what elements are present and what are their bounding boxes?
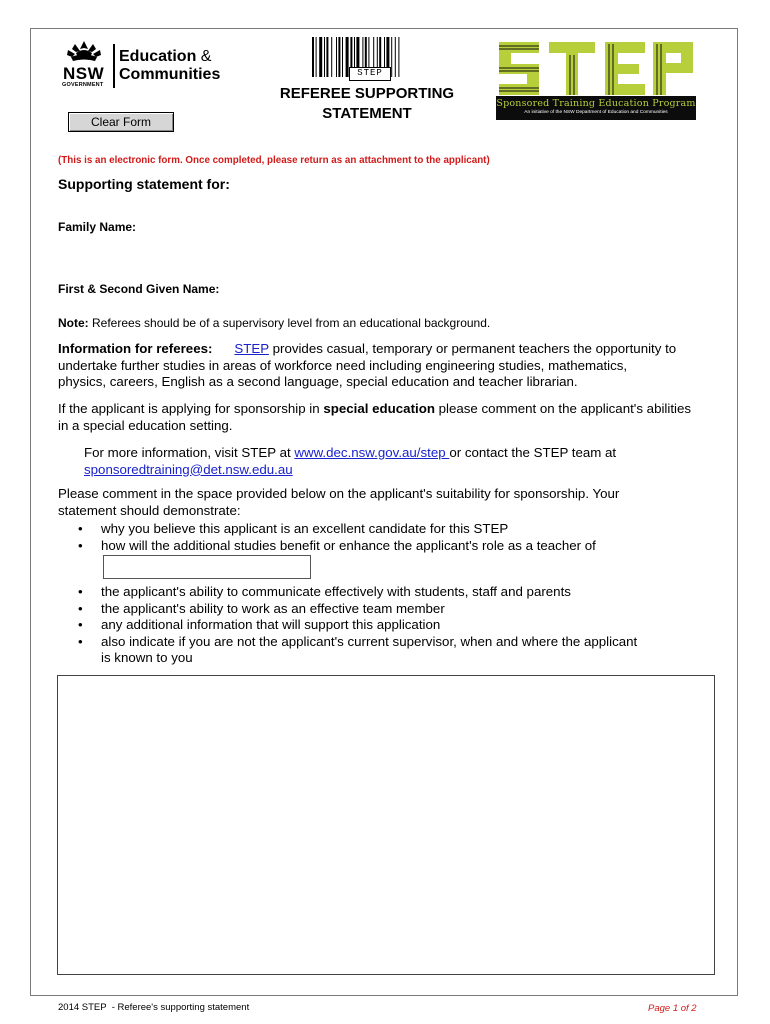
contact-pre: For more information, visit STEP at xyxy=(84,445,295,460)
electronic-form-notice: (This is an electronic form. Once completed, please return as an attachment to the applicant) xyxy=(58,155,490,166)
step-program-band xyxy=(496,96,696,120)
bullet-icon: • xyxy=(78,584,83,599)
barcode-bar xyxy=(319,37,322,77)
instructions xyxy=(58,486,619,519)
list-item: • the applicant's ability to communicate effectively with students, staff and parents xyxy=(78,584,571,599)
special-ed-line-2: in a special education setting. xyxy=(58,417,233,433)
logo-divider xyxy=(113,44,115,88)
nsw-wordmark: NSW xyxy=(63,64,105,83)
barcode-bar xyxy=(391,37,392,77)
special-education-paragraph xyxy=(58,401,691,434)
list-item: is known to you xyxy=(101,650,193,666)
note-text: Referees should be of a supervisory level from an educational background. xyxy=(88,316,491,330)
list-item: • any additional information that will support this application xyxy=(78,617,441,633)
barcode-bar xyxy=(338,37,340,77)
note-label: Note: xyxy=(58,316,89,330)
bullet-icon: • xyxy=(78,521,83,536)
teacher-of-field[interactable] xyxy=(103,555,311,579)
department-name xyxy=(119,48,220,84)
footer-title: 2014 STEP - Referee's supporting statement xyxy=(58,1002,250,1013)
info-line-2: undertake further studies in areas of workforce need including engineering studies, mathematics, xyxy=(58,357,628,373)
info-line-1: provides casual, temporary or permanent teachers the opportunity to xyxy=(268,341,677,356)
instructions-line-2: statement should demonstrate: xyxy=(58,502,241,518)
barcode-bar xyxy=(331,37,332,77)
step-program-logo xyxy=(493,40,699,122)
special-ed-pre: If the applicant is applying for sponsorship in xyxy=(58,401,324,416)
referee-note xyxy=(58,316,490,330)
nsw-government-logo xyxy=(61,40,231,92)
bullet-icon: • xyxy=(78,633,83,649)
clear-form-button[interactable]: Clear Form xyxy=(68,112,174,132)
barcode-label: STEP xyxy=(349,67,391,81)
barcode-bar xyxy=(326,37,328,77)
dept-line-1: Education xyxy=(119,48,197,65)
barcode-bar xyxy=(395,37,396,77)
barcode-bar xyxy=(316,37,317,77)
given-name-label: First & Second Given Name: xyxy=(58,282,220,296)
info-line-3: physics, careers, English as a second language, special education and teacher librarian. xyxy=(58,374,578,390)
barcode-bar xyxy=(398,37,399,77)
list-item: • also indicate if you are not the applicant's current supervisor, when and where the applicant xyxy=(78,633,638,649)
list-item: • the applicant's ability to work as an effective team member xyxy=(78,600,445,616)
barcode-bar xyxy=(342,37,343,77)
special-ed-bold: special education xyxy=(323,401,435,416)
form-title-line-2: STATEMENT xyxy=(322,105,412,122)
referee-information xyxy=(58,341,676,391)
step-program-name: Sponsored Training Education Program xyxy=(496,98,696,109)
form-title-line-1: REFEREE SUPPORTING xyxy=(279,85,455,102)
form-title xyxy=(262,84,472,124)
step-letters-logo xyxy=(493,40,699,96)
barcode-bar xyxy=(336,37,337,77)
bullet-icon: • xyxy=(78,617,83,633)
government-label: GOVERNMENT xyxy=(62,82,104,88)
barcode xyxy=(311,37,427,81)
info-heading: Information for referees: xyxy=(58,341,213,356)
dept-line-2: Communities xyxy=(119,66,221,83)
contact-post: or contact the STEP team at xyxy=(449,445,617,460)
special-ed-post: please comment on the applicant's abilities xyxy=(434,401,692,416)
page-number: Page 1 of 2 xyxy=(648,1003,697,1014)
instructions-line-1: Please comment in the space provided below on the applicant's suitability for sponsorship. Your xyxy=(58,486,620,501)
statement-text-area[interactable] xyxy=(57,675,715,975)
step-email-link[interactable]: sponsoredtraining@det.nsw.edu.au xyxy=(84,461,293,477)
barcode-bar xyxy=(324,37,325,77)
dept-ampersand: & xyxy=(200,48,212,65)
step-link[interactable]: STEP xyxy=(234,341,269,356)
criteria-list-a xyxy=(78,521,596,554)
barcode-bar xyxy=(312,37,314,77)
bullet-icon: • xyxy=(78,537,83,553)
bullet-icon: • xyxy=(78,600,83,616)
step-website-link[interactable]: www.dec.nsw.gov.au/step xyxy=(294,445,450,460)
list-item: • why you believe this applicant is an excellent candidate for this STEP xyxy=(78,521,509,536)
step-initiative-text: An initiative of the NSW Department of Education and Communities xyxy=(524,110,668,115)
list-item: • how will the additional studies benefit or enhance the applicant's role as a teacher of xyxy=(78,537,596,553)
contact-information xyxy=(84,445,616,478)
supporting-statement-heading: Supporting statement for: xyxy=(58,176,230,192)
family-name-label: Family Name: xyxy=(58,220,137,234)
criteria-list-b xyxy=(78,584,637,667)
